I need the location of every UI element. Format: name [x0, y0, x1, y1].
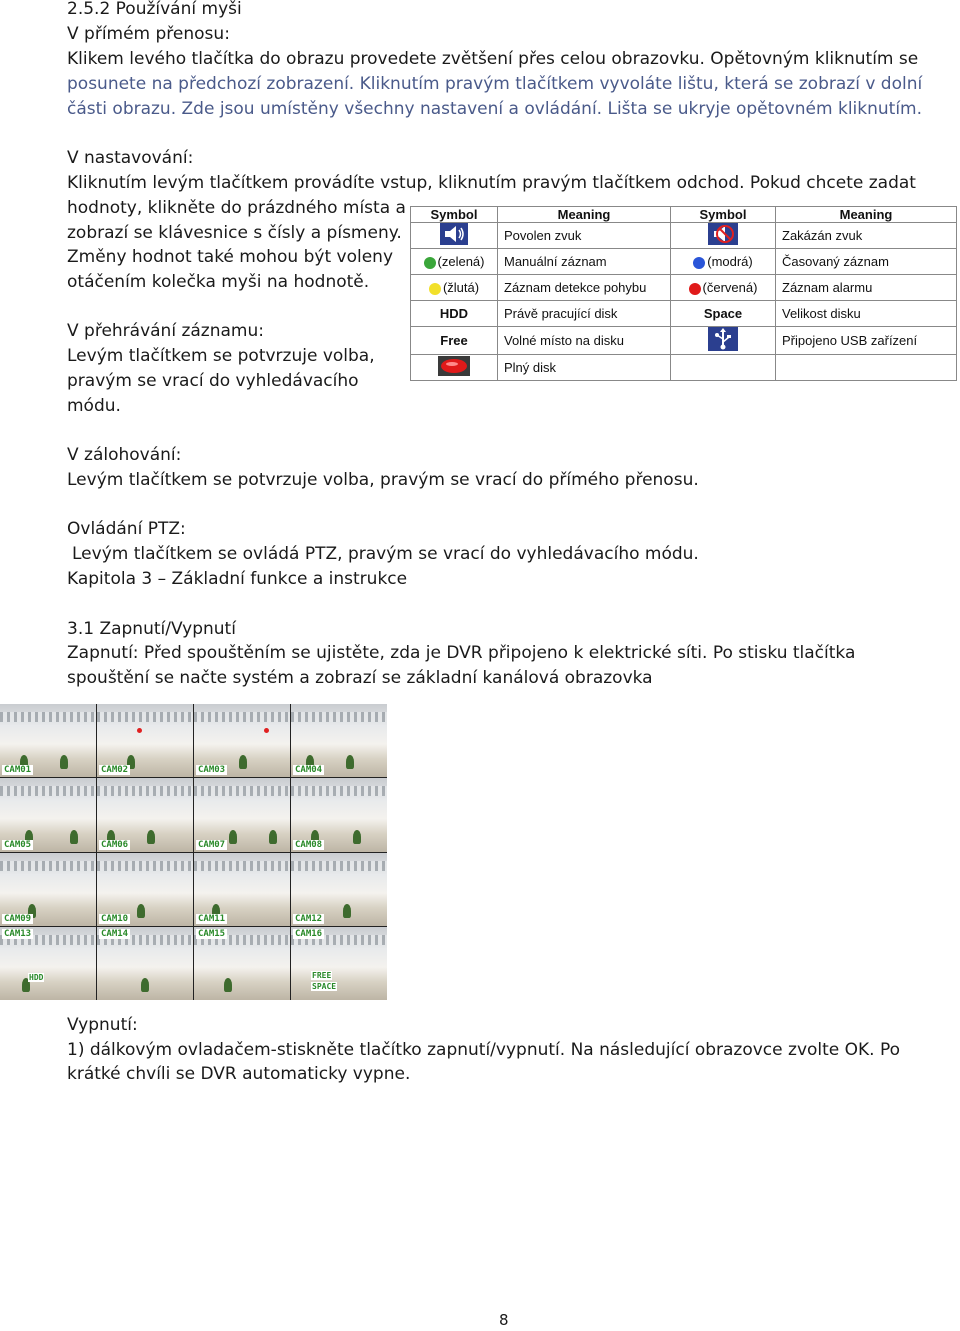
red-dot-icon — [689, 283, 701, 295]
camera-tile — [0, 927, 96, 1000]
paragraph-line: Levým tlačítkem se potvrzuje volba, pravým se vrací do přímého přenosu. — [67, 470, 699, 490]
color-label: (zelená) — [437, 254, 485, 269]
column-header: Meaning — [776, 207, 957, 223]
table-row — [411, 223, 957, 249]
subheading-playback: V přehrávání záznamu: — [67, 321, 264, 341]
section-heading: 2.5.2 Používání myši — [67, 0, 242, 19]
paragraph-line: hodnoty, klikněte do prázdného místa a — [67, 198, 406, 218]
column-header: Symbol — [671, 207, 776, 223]
paragraph-line: otáčením kolečka myši na hodnotě. — [67, 272, 370, 292]
camera-tile — [0, 778, 96, 851]
camera-label: CAM15 — [198, 928, 226, 939]
table-row — [411, 301, 957, 327]
symbol-table — [410, 206, 957, 381]
meaning-cell: Připojeno USB zařízení — [776, 327, 957, 355]
symbol-cell — [411, 223, 498, 249]
column-header: Meaning — [498, 207, 671, 223]
camera-tile — [291, 853, 387, 926]
page-number: 8 — [499, 1311, 509, 1329]
camera-label: CAM02 — [101, 765, 129, 776]
camera-label: CAM05 — [4, 839, 32, 850]
meaning-cell: Povolen zvuk — [498, 223, 671, 249]
camera-grid-screenshot — [0, 704, 387, 1000]
camera-label: CAM07 — [198, 839, 226, 850]
paragraph-line: spouštění se načte systém a zobrazí se základní kanálová obrazovka — [67, 668, 653, 688]
color-label: (červená) — [702, 280, 758, 295]
empty-cell — [671, 355, 776, 381]
meaning-cell: Velikost disku — [776, 301, 957, 327]
space-indicator: SPACE — [312, 982, 337, 991]
meaning-cell: Právě pracující disk — [498, 301, 671, 327]
color-label: (modrá) — [707, 254, 753, 269]
symbol-cell — [411, 355, 498, 381]
paragraph-line: části obrazu. Zde jsou umístěny všechny nastavení a ovládání. Lišta se ukryje opětovném kliknutím. — [67, 99, 923, 119]
symbol-cell — [411, 249, 498, 275]
paragraph-line: Levým tlačítkem se potvrzuje volba, — [67, 346, 375, 366]
green-dot-icon — [424, 257, 436, 269]
camera-tile — [0, 704, 96, 777]
symbol-cell: Space — [671, 301, 776, 327]
paragraph-line: Klikem levého tlačítka do obrazu provedete zvětšení přes celou obrazovku. Opětovným kliknutím se — [67, 49, 919, 69]
free-indicator: FREE — [312, 971, 332, 980]
subheading-shutdown: Vypnutí: — [67, 1015, 138, 1035]
camera-tile — [97, 853, 193, 926]
paragraph-line: Kliknutím levým tlačítkem provádíte vstup, kliknutím pravým tlačítkem odchod. Pokud chcete zadat — [67, 173, 916, 193]
color-label: (žlutá) — [442, 280, 480, 295]
camera-label: CAM01 — [4, 765, 32, 776]
meaning-cell: Zakázán zvuk — [776, 223, 957, 249]
table-header-row — [411, 207, 957, 223]
camera-tile — [97, 704, 193, 777]
usb-icon — [708, 327, 738, 354]
camera-tile — [97, 778, 193, 851]
paragraph-line: módu. — [67, 396, 121, 416]
camera-tile — [291, 704, 387, 777]
symbol-cell — [411, 275, 498, 301]
paragraph-line: pravým se vrací do vyhledávacího — [67, 371, 359, 391]
symbol-cell — [671, 223, 776, 249]
paragraph-line: Změny hodnot také mohou být voleny — [67, 247, 394, 267]
paragraph-line: krátké chvíli se DVR automaticky vypne. — [67, 1064, 411, 1084]
subheading-backup: V zálohování: — [67, 445, 182, 465]
symbol-cell: Free — [411, 327, 498, 355]
camera-label: CAM06 — [101, 839, 129, 850]
camera-label: CAM04 — [295, 765, 323, 776]
speaker-icon — [440, 223, 468, 248]
subheading-live: V přímém přenosu: — [67, 24, 230, 44]
symbol-cell — [671, 249, 776, 275]
empty-cell — [776, 355, 957, 381]
table-row — [411, 355, 957, 381]
paragraph-line: zobrazí se klávesnice s čísly a písmeny. — [67, 223, 402, 243]
table-row — [411, 327, 957, 355]
camera-label: CAM10 — [101, 913, 129, 924]
camera-label: CAM03 — [198, 765, 226, 776]
chapter-heading: Kapitola 3 – Základní funkce a instrukce — [67, 569, 408, 589]
camera-label: CAM16 — [295, 928, 323, 939]
meaning-cell: Volné místo na disku — [498, 327, 671, 355]
paragraph-line: 1) dálkovým ovladačem-stiskněte tlačítko zapnutí/vypnutí. Na následující obrazovce zvolte OK. Po — [67, 1040, 901, 1060]
camera-label: CAM08 — [295, 839, 323, 850]
meaning-cell: Záznam detekce pohybu — [498, 275, 671, 301]
table-row — [411, 249, 957, 275]
paragraph-line: Zapnutí: Před spouštěním se ujistěte, zda je DVR připojeno k elektrické síti. Po stisku tlačítka — [67, 643, 856, 663]
camera-tile — [291, 778, 387, 851]
meaning-cell: Plný disk — [498, 355, 671, 381]
yellow-dot-icon — [429, 283, 441, 295]
symbol-cell — [671, 327, 776, 355]
meaning-cell: Záznam alarmu — [776, 275, 957, 301]
hdd-indicator: HDD — [29, 973, 44, 982]
camera-label: CAM11 — [198, 913, 226, 924]
subheading-settings: V nastavování: — [67, 148, 194, 168]
table-row — [411, 275, 957, 301]
section-heading-power: 3.1 Zapnutí/Vypnutí — [67, 619, 236, 639]
meaning-cell: Manuální záznam — [498, 249, 671, 275]
camera-tile — [97, 927, 193, 1000]
disk-full-icon — [438, 356, 470, 379]
camera-tile — [194, 853, 290, 926]
camera-label: CAM14 — [101, 928, 129, 939]
column-header: Symbol — [411, 207, 498, 223]
camera-tile — [291, 927, 387, 1000]
paragraph-line: Levým tlačítkem se ovládá PTZ, pravým se vrací do vyhledávacího módu. — [72, 544, 699, 564]
mute-icon — [708, 223, 738, 248]
meaning-cell: Časovaný záznam — [776, 249, 957, 275]
camera-tile — [194, 778, 290, 851]
subheading-ptz: Ovládání PTZ: — [67, 519, 186, 539]
camera-label: CAM09 — [4, 913, 32, 924]
blue-dot-icon — [693, 257, 705, 269]
paragraph-line: posunete na předchozí zobrazení. Kliknutím pravým tlačítkem vyvoláte lištu, která se zobrazí v dolní — [67, 74, 923, 94]
camera-label: CAM13 — [4, 928, 32, 939]
camera-label: CAM12 — [295, 913, 323, 924]
camera-tile — [194, 927, 290, 1000]
camera-tile — [194, 704, 290, 777]
symbol-cell — [671, 275, 776, 301]
symbol-cell: HDD — [411, 301, 498, 327]
camera-tile — [0, 853, 96, 926]
